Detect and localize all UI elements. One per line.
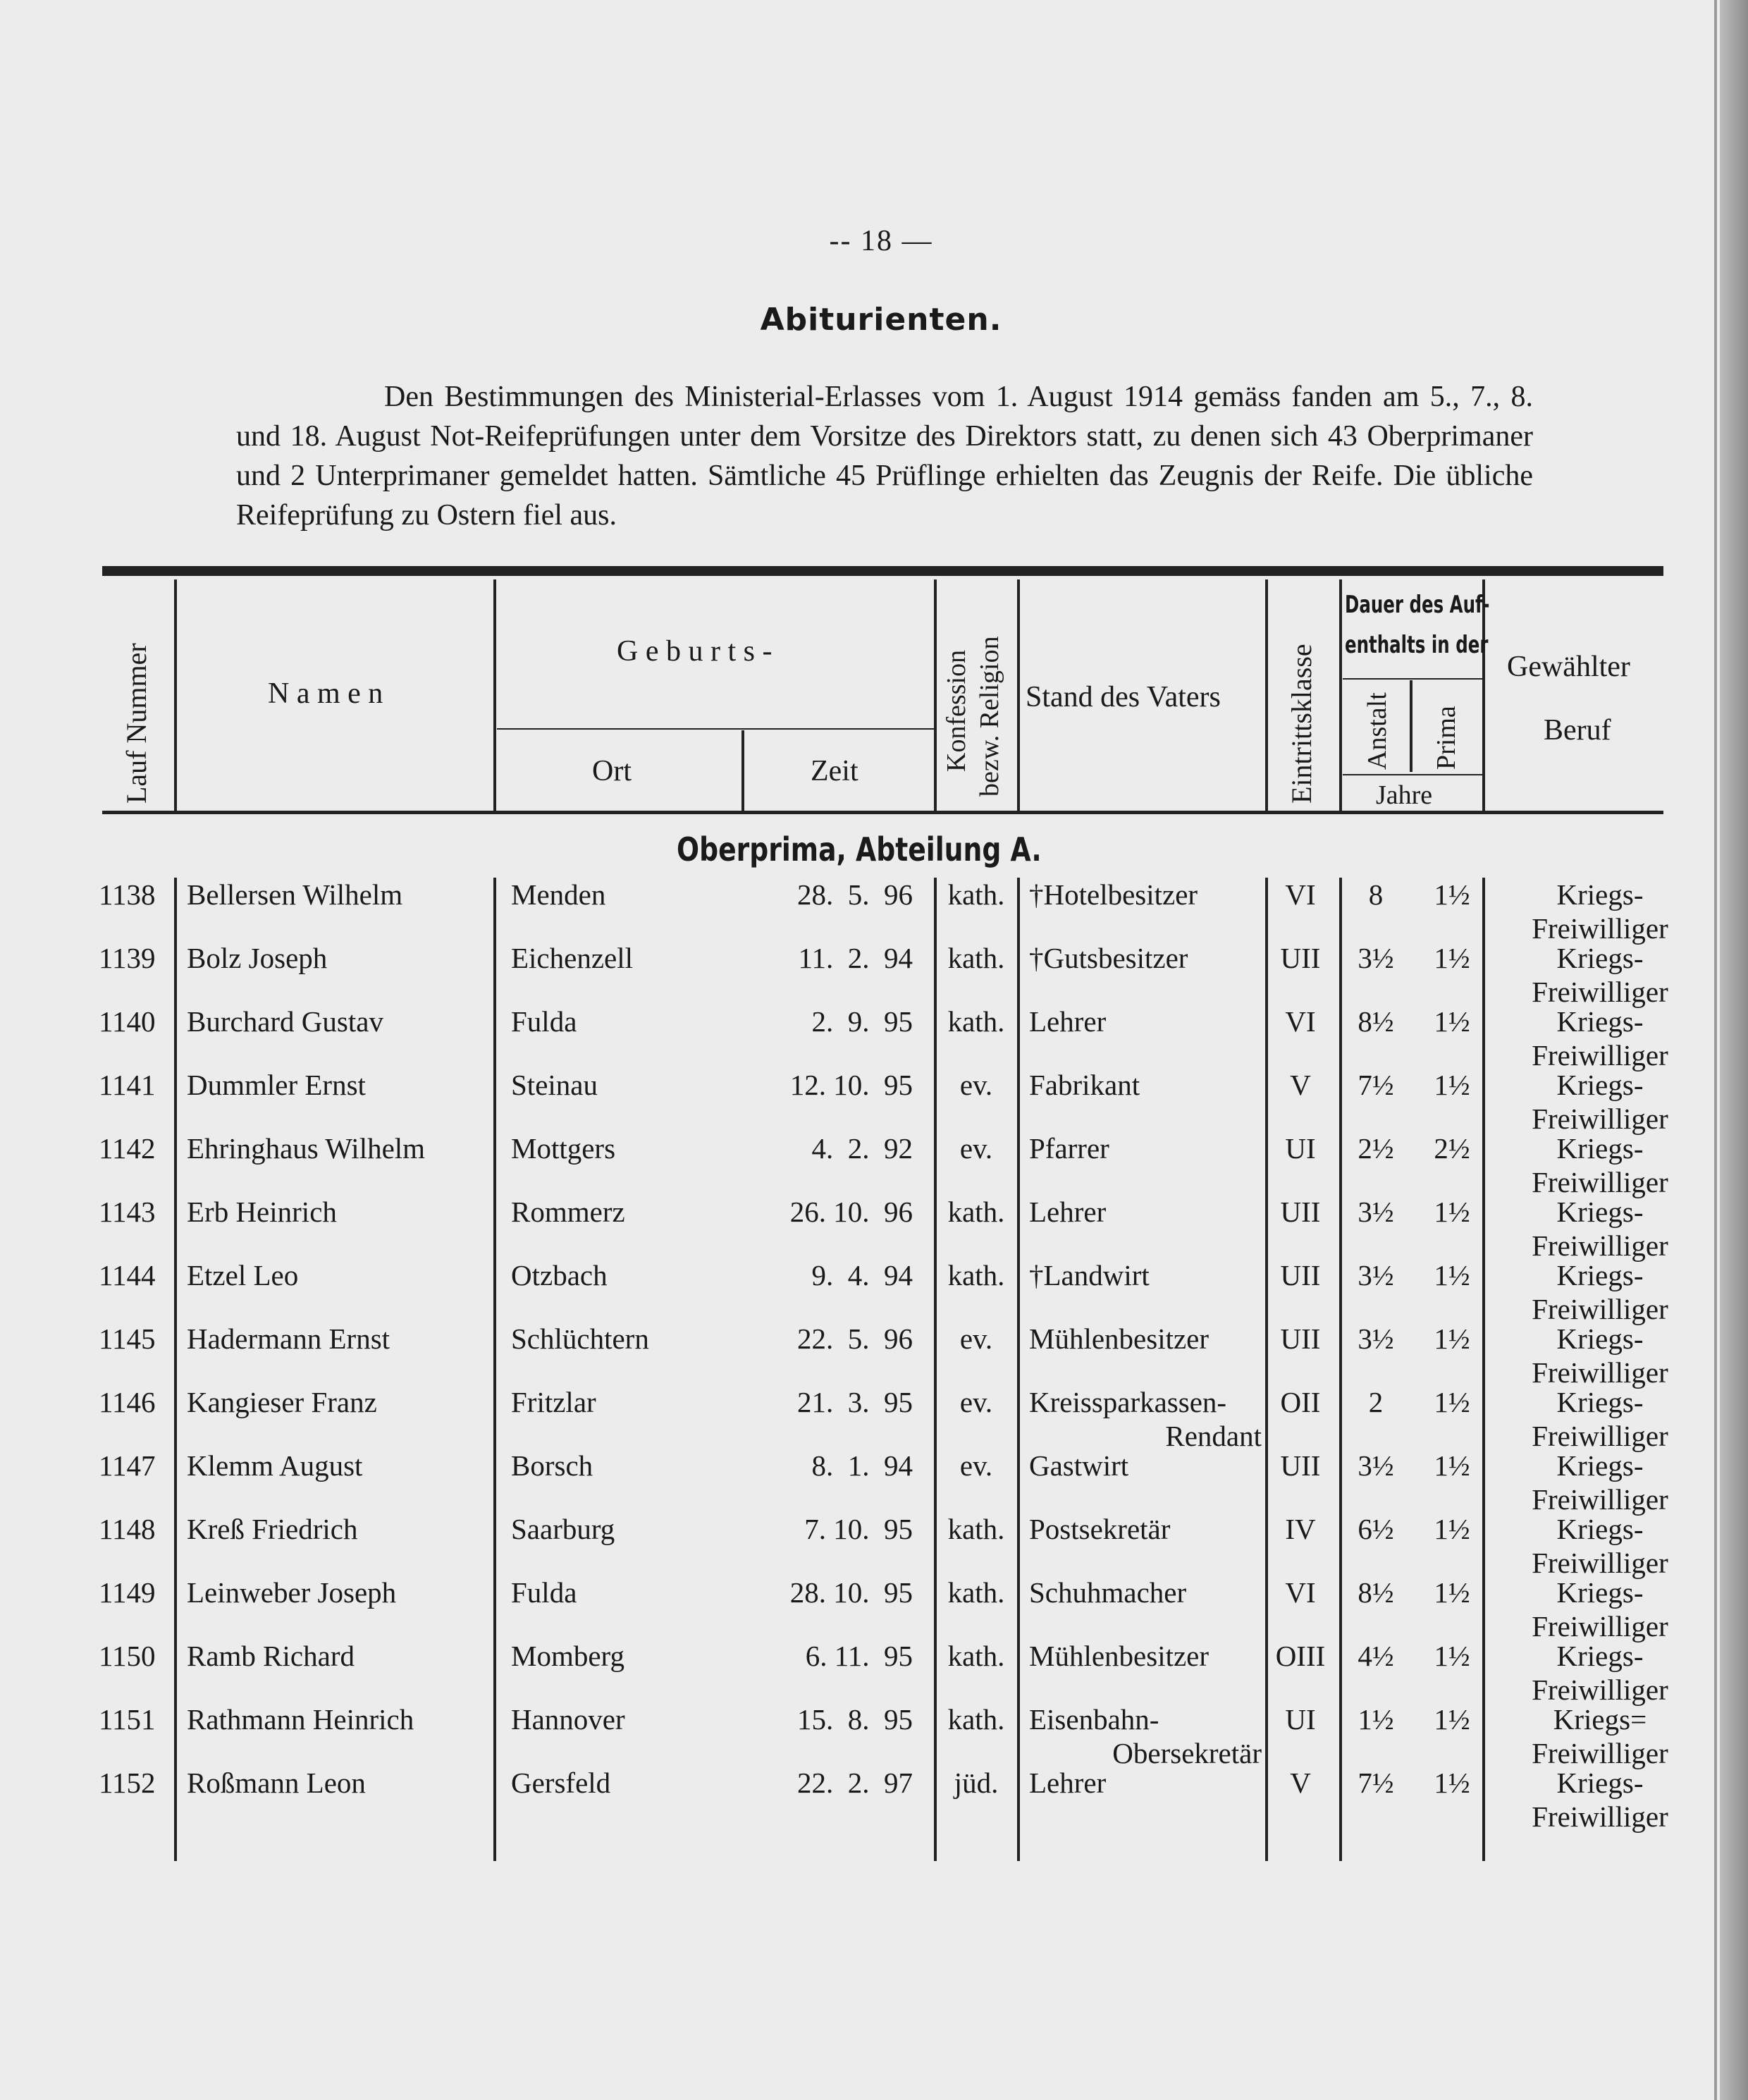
cell-ort: Steinau — [511, 1069, 598, 1101]
cell-eintritt: IV — [1285, 1513, 1316, 1545]
cell-zeit: 28. 5. 96 — [797, 878, 913, 911]
cell-beruf: Kriegs- — [1556, 878, 1644, 911]
cell-nr: 1145 — [99, 1322, 156, 1355]
cell-ort: Fulda — [511, 1005, 577, 1038]
cell-nr: 1141 — [99, 1069, 156, 1101]
hdr-col-line-7 — [1339, 579, 1342, 811]
cell-prima: 1½ — [1434, 1640, 1470, 1672]
cell-konf: kath. — [947, 942, 1005, 974]
cell-beruf: Kriegs- — [1556, 1005, 1644, 1038]
cell-nr: 1151 — [99, 1703, 156, 1736]
cell-nr: 1149 — [99, 1576, 156, 1609]
intro-paragraph — [236, 377, 1533, 535]
hdr-dauer-1: Dauer des Auf- — [1345, 591, 1490, 619]
cell-prima: 1½ — [1434, 1576, 1470, 1609]
cell-beruf: Kriegs- — [1556, 1322, 1644, 1355]
cell-beruf: Kriegs- — [1556, 1069, 1644, 1101]
cell-konf: kath. — [947, 1196, 1005, 1228]
cell-beruf-line2: Freiwilliger — [1532, 912, 1668, 945]
cell-zeit: 9. 4. 94 — [811, 1259, 913, 1291]
cell-zeit: 21. 3. 95 — [797, 1386, 913, 1418]
cell-stand: Postsekretär — [1029, 1513, 1171, 1545]
cell-zeit: 8. 1. 94 — [811, 1449, 913, 1482]
cell-konf: kath. — [947, 1005, 1005, 1038]
cell-eintritt: V — [1290, 1767, 1311, 1799]
cell-beruf-line2: Freiwilliger — [1532, 1610, 1668, 1642]
cell-zeit: 2. 9. 95 — [811, 1005, 913, 1038]
cell-zeit: 22. 5. 96 — [797, 1322, 913, 1355]
cell-prima: 1½ — [1434, 1322, 1470, 1355]
table-row — [0, 1258, 1720, 1325]
dauer-subrule — [1343, 678, 1484, 680]
table-row — [0, 1005, 1720, 1072]
cell-stand: Mühlenbesitzer — [1029, 1640, 1210, 1672]
hdr-col-line-4 — [934, 579, 937, 811]
cell-stand: †Hotelbesitzer — [1029, 878, 1198, 911]
table-row — [0, 1576, 1720, 1642]
cell-beruf-line2: Freiwilliger — [1532, 1547, 1668, 1579]
cell-ort: Otzbach — [511, 1259, 608, 1291]
cell-beruf: Kriegs- — [1556, 1640, 1644, 1672]
hdr-geburts: G e b u r t s - — [617, 635, 773, 668]
table-row — [0, 1131, 1720, 1198]
cell-beruf: Kriegs- — [1556, 1576, 1644, 1609]
cell-ort: Menden — [511, 878, 606, 911]
hdr-jahre: Jahre — [1376, 780, 1433, 810]
cell-zeit: 6. 11. 95 — [805, 1640, 913, 1672]
hdr-religion: bezw. Religion — [975, 636, 1004, 797]
table-row — [0, 1195, 1720, 1262]
hdr-col-line-5 — [1017, 579, 1020, 811]
cell-ort: Saarburg — [511, 1513, 615, 1545]
cell-anstalt: 3½ — [1358, 1196, 1394, 1228]
hdr-col-line-2 — [493, 579, 496, 811]
cell-name: Klemm August — [187, 1449, 363, 1482]
cell-eintritt: UII — [1280, 1322, 1321, 1355]
cell-eintritt: VI — [1285, 1005, 1316, 1038]
cell-beruf-line2: Freiwilliger — [1532, 1229, 1668, 1262]
hdr-col-line-1 — [174, 579, 177, 811]
table-row — [0, 1385, 1720, 1452]
cell-stand: Mühlenbesitzer — [1029, 1322, 1210, 1355]
cell-zeit: 26. 10. 96 — [789, 1196, 913, 1228]
cell-beruf-line2: Freiwilliger — [1532, 1800, 1668, 1833]
table-row — [0, 1702, 1720, 1769]
cell-eintritt: UII — [1280, 1449, 1321, 1482]
cell-stand: †Landwirt — [1029, 1259, 1150, 1291]
cell-name: Kreß Friedrich — [187, 1513, 358, 1545]
table-row — [0, 878, 1720, 945]
hdr-ort: Ort — [592, 755, 632, 787]
cell-beruf: Kriegs- — [1556, 1767, 1644, 1799]
cell-konf: ev. — [959, 1322, 993, 1355]
cell-konf: jüd. — [954, 1767, 999, 1799]
cell-eintritt: UII — [1280, 1259, 1321, 1291]
cell-anstalt: 8 — [1368, 878, 1384, 911]
intro-text: Den Bestimmungen des Ministerial-Erlasses vom 1. August 1914 gemäss fanden am 5., 7., 8. und 18. August Not-Reifeprüfungen unter dem Vorsitze des Direktors statt, zu denen sich 43 Oberprimaner und 2 Unterprimaner gemeldet hatten. Sämtliche 45 Prüflinge erhielten das Zeugnis der Reife. Die übliche Reifeprüfung zu Ostern fiel aus. — [236, 381, 1533, 532]
geburts-subrule — [497, 728, 934, 730]
cell-zeit: 4. 2. 92 — [811, 1132, 913, 1165]
cell-name: Ehringhaus Wilhelm — [187, 1132, 426, 1165]
table-row — [0, 1766, 1720, 1833]
cell-eintritt: UI — [1285, 1132, 1316, 1165]
cell-anstalt: 8½ — [1358, 1576, 1394, 1609]
hdr-prima: Prima — [1432, 706, 1461, 770]
hdr-stand: Stand des Vaters — [1026, 681, 1221, 713]
hdr-beruf-1: Gewählter — [1507, 651, 1630, 683]
hdr-namen: N a m e n — [268, 677, 383, 710]
cell-nr: 1142 — [99, 1132, 156, 1165]
cell-prima: 1½ — [1434, 1449, 1470, 1482]
cell-stand-line2: Obersekretär — [1112, 1737, 1262, 1769]
cell-anstalt: 6½ — [1358, 1513, 1394, 1545]
cell-stand: Gastwirt — [1029, 1449, 1129, 1482]
cell-zeit: 7. 10. 95 — [804, 1513, 913, 1545]
cell-prima: 2½ — [1434, 1132, 1470, 1165]
cell-beruf-line2: Freiwilliger — [1532, 1103, 1668, 1135]
cell-nr: 1140 — [99, 1005, 156, 1038]
cell-ort: Borsch — [511, 1449, 593, 1482]
cell-name: Hadermann Ernst — [187, 1322, 390, 1355]
cell-eintritt: OII — [1280, 1386, 1321, 1418]
cell-konf: kath. — [947, 1576, 1005, 1609]
cell-nr: 1138 — [99, 878, 156, 911]
cell-prima: 1½ — [1434, 1767, 1470, 1799]
cell-prima: 1½ — [1434, 1703, 1470, 1736]
cell-anstalt: 3½ — [1358, 1322, 1394, 1355]
hdr-anstalt: Anstalt — [1362, 692, 1392, 770]
cell-eintritt: UI — [1285, 1703, 1316, 1736]
hdr-eintritt: Eintrittsklasse — [1286, 644, 1317, 804]
cell-beruf: Kriegs= — [1553, 1703, 1647, 1736]
cell-zeit: 22. 2. 97 — [797, 1767, 913, 1799]
cell-anstalt: 7½ — [1358, 1069, 1394, 1101]
cell-anstalt: 2 — [1368, 1386, 1384, 1418]
cell-name: Etzel Leo — [187, 1259, 299, 1291]
hdr-konfession: Konfession — [942, 649, 971, 772]
cell-name: Erb Heinrich — [187, 1196, 337, 1228]
cell-stand: Kreissparkassen- — [1029, 1386, 1227, 1418]
cell-name: Dummler Ernst — [187, 1069, 366, 1101]
cell-stand: Lehrer — [1029, 1005, 1107, 1038]
table-row — [0, 1512, 1720, 1579]
cell-ort: Fulda — [511, 1576, 577, 1609]
cell-eintritt: UII — [1280, 942, 1321, 974]
jahre-subrule — [1343, 774, 1484, 775]
cell-prima: 1½ — [1434, 1069, 1470, 1101]
cell-konf: ev. — [959, 1449, 993, 1482]
cell-ort: Fritzlar — [511, 1386, 596, 1418]
cell-eintritt: VI — [1285, 1576, 1316, 1609]
cell-beruf-line2: Freiwilliger — [1532, 1737, 1668, 1769]
cell-beruf: Kriegs- — [1556, 1259, 1644, 1291]
cell-stand: Schuhmacher — [1029, 1576, 1187, 1609]
cell-ort: Mottgers — [511, 1132, 616, 1165]
cell-nr: 1143 — [99, 1196, 156, 1228]
cell-zeit: 15. 8. 95 — [797, 1703, 913, 1736]
cell-konf: kath. — [947, 878, 1005, 911]
cell-beruf-line2: Freiwilliger — [1532, 1483, 1668, 1516]
cell-prima: 1½ — [1434, 1386, 1470, 1418]
cell-beruf-line2: Freiwilliger — [1532, 976, 1668, 1008]
cell-prima: 1½ — [1434, 1005, 1470, 1038]
cell-beruf-line2: Freiwilliger — [1532, 1039, 1668, 1072]
hdr-zeit: Zeit — [811, 755, 858, 787]
hdr-beruf-2: Beruf — [1544, 714, 1611, 747]
cell-stand: Eisenbahn- — [1029, 1703, 1159, 1736]
cell-name: Burchard Gustav — [187, 1005, 383, 1038]
table-top-rule — [102, 566, 1663, 576]
cell-prima: 1½ — [1434, 1196, 1470, 1228]
cell-name: Kangieser Franz — [187, 1386, 377, 1418]
table-row — [0, 1639, 1720, 1706]
table-row — [0, 1068, 1720, 1135]
cell-konf: ev. — [959, 1132, 993, 1165]
header-bottom-rule — [102, 811, 1663, 814]
cell-stand: Pfarrer — [1029, 1132, 1109, 1165]
cell-stand: Lehrer — [1029, 1196, 1107, 1228]
cell-konf: kath. — [947, 1640, 1005, 1672]
table-row — [0, 941, 1720, 1008]
cell-konf: kath. — [947, 1703, 1005, 1736]
cell-eintritt: OIII — [1275, 1640, 1326, 1672]
hdr-lauf-nummer: Lauf Nummer — [121, 643, 152, 804]
cell-stand: Fabrikant — [1029, 1069, 1140, 1101]
hdr-col-line-8 — [1410, 680, 1412, 772]
cell-beruf-line2: Freiwilliger — [1532, 1674, 1668, 1706]
cell-konf: ev. — [959, 1069, 993, 1101]
cell-anstalt: 7½ — [1358, 1767, 1394, 1799]
cell-stand-line2: Rendant — [1165, 1420, 1262, 1452]
cell-ort: Momberg — [511, 1640, 624, 1672]
cell-name: Bellersen Wilhelm — [187, 878, 403, 911]
cell-name: Roßmann Leon — [187, 1767, 366, 1799]
page-edge-shadow — [1720, 0, 1748, 2100]
cell-beruf: Kriegs- — [1556, 1513, 1644, 1545]
page-number: -- 18 — — [829, 225, 933, 257]
hdr-col-line-3 — [741, 730, 744, 811]
cell-konf: ev. — [959, 1386, 993, 1418]
cell-nr: 1148 — [99, 1513, 156, 1545]
cell-stand: Lehrer — [1029, 1767, 1107, 1799]
section-title: Oberprima, Abteilung A. — [677, 830, 1042, 868]
cell-anstalt: 4½ — [1358, 1640, 1394, 1672]
cell-stand: †Gutsbesitzer — [1029, 942, 1188, 974]
cell-ort: Hannover — [511, 1703, 625, 1736]
cell-anstalt: 3½ — [1358, 942, 1394, 974]
hdr-col-line-6 — [1265, 579, 1268, 811]
cell-nr: 1152 — [99, 1767, 156, 1799]
cell-name: Leinweber Joseph — [187, 1576, 397, 1609]
cell-anstalt: 2½ — [1358, 1132, 1394, 1165]
cell-nr: 1146 — [99, 1386, 156, 1418]
cell-eintritt: VI — [1285, 878, 1316, 911]
cell-ort: Gersfeld — [511, 1767, 611, 1799]
cell-nr: 1144 — [99, 1259, 156, 1291]
cell-beruf: Kriegs- — [1556, 942, 1644, 974]
cell-beruf-line2: Freiwilliger — [1532, 1166, 1668, 1198]
page-title: Abiturienten. — [760, 302, 1002, 338]
table-row — [0, 1322, 1720, 1389]
cell-anstalt: 3½ — [1358, 1259, 1394, 1291]
cell-zeit: 28. 10. 95 — [789, 1576, 913, 1609]
cell-prima: 1½ — [1434, 942, 1470, 974]
cell-prima: 1½ — [1434, 1259, 1470, 1291]
cell-konf: kath. — [947, 1513, 1005, 1545]
cell-prima: 1½ — [1434, 1513, 1470, 1545]
cell-beruf-line2: Freiwilliger — [1532, 1293, 1668, 1325]
cell-konf: kath. — [947, 1259, 1005, 1291]
cell-nr: 1147 — [99, 1449, 156, 1482]
cell-nr: 1139 — [99, 942, 156, 974]
cell-eintritt: V — [1290, 1069, 1311, 1101]
cell-ort: Schlüchtern — [511, 1322, 649, 1355]
cell-anstalt: 1½ — [1358, 1703, 1394, 1736]
cell-name: Ramb Richard — [187, 1640, 355, 1672]
cell-beruf: Kriegs- — [1556, 1449, 1644, 1482]
hdr-dauer-2: enthalts in der — [1345, 631, 1489, 659]
cell-name: Bolz Joseph — [187, 942, 328, 974]
cell-beruf-line2: Freiwilliger — [1532, 1420, 1668, 1452]
cell-prima: 1½ — [1434, 878, 1470, 911]
cell-beruf: Kriegs- — [1556, 1132, 1644, 1165]
cell-ort: Eichenzell — [511, 942, 634, 974]
cell-anstalt: 3½ — [1358, 1449, 1394, 1482]
cell-zeit: 11. 2. 94 — [798, 942, 913, 974]
cell-eintritt: UII — [1280, 1196, 1321, 1228]
cell-beruf: Kriegs- — [1556, 1196, 1644, 1228]
table-row — [0, 1449, 1720, 1516]
cell-anstalt: 8½ — [1358, 1005, 1394, 1038]
cell-zeit: 12. 10. 95 — [789, 1069, 913, 1101]
cell-ort: Rommerz — [511, 1196, 625, 1228]
cell-beruf: Kriegs- — [1556, 1386, 1644, 1418]
cell-beruf-line2: Freiwilliger — [1532, 1356, 1668, 1389]
cell-nr: 1150 — [99, 1640, 156, 1672]
cell-name: Rathmann Heinrich — [187, 1703, 414, 1736]
